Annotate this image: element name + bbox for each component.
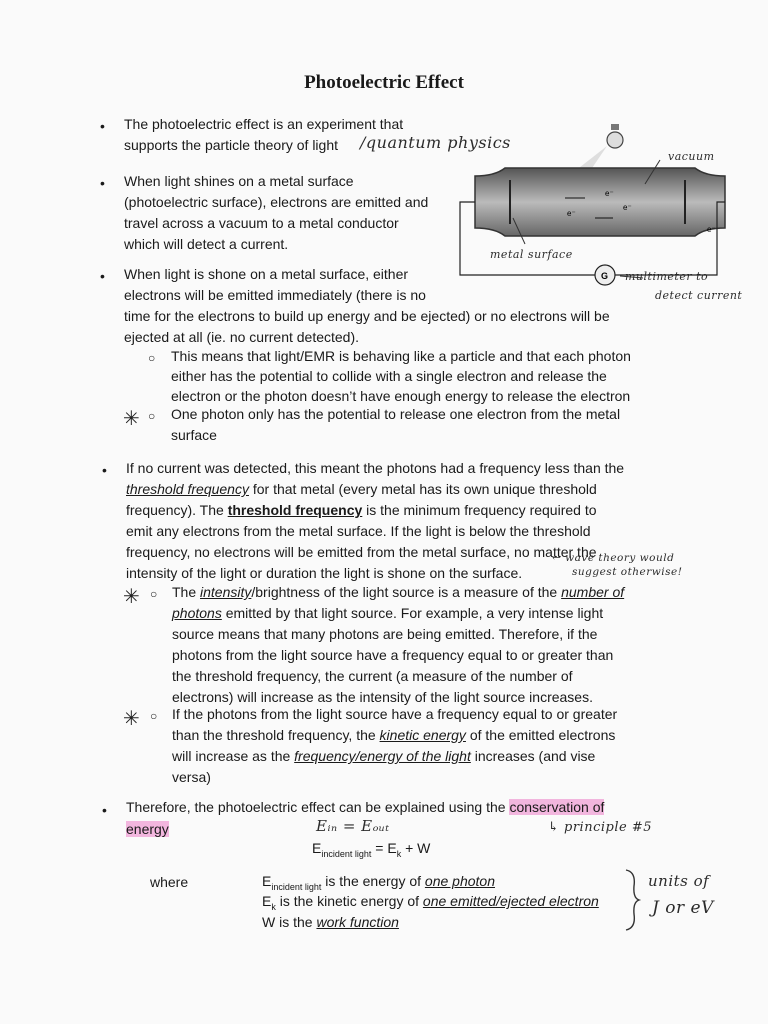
bullet4-sub2-line4: versa) — [172, 769, 211, 785]
bullet5-line2 — [126, 819, 169, 840]
sub-bullet-icon: ○ — [148, 409, 156, 423]
handwritten-label-metal-surface: metal surface — [490, 248, 573, 261]
bullet3-sub1-line1: This means that light/EMR is behaving like a particle and that each photon — [171, 348, 631, 364]
term-threshold-frequency: threshold frequency — [126, 481, 249, 497]
handwritten-note-quantum: /quantum physics — [360, 133, 511, 152]
bullet-icon: • — [100, 118, 105, 134]
electron-label: e⁻ — [567, 209, 576, 218]
bullet2-line2: (photoelectric surface), electrons are emitted and — [124, 194, 429, 210]
photoelectric-apparatus-diagram — [455, 118, 755, 308]
handwritten-star-icon: ✳ — [123, 706, 140, 730]
handwritten-star-icon: ✳ — [123, 584, 140, 608]
handwritten-star-icon: ✳ — [123, 406, 140, 430]
bullet4-line6: intensity of the light or duration the light is shone on the surface. — [126, 565, 523, 581]
handwritten-label-detect-current: detect current — [655, 289, 743, 302]
sub-bullet-icon: ○ — [148, 351, 156, 365]
vacuum-tube — [475, 168, 725, 236]
bullet4-line2: threshold frequency for that metal (every metal has its own unique threshold — [126, 481, 597, 497]
handwritten-units-line1: units of — [648, 872, 710, 890]
bullet3-line4: ejected at all (ie. no current detected). — [124, 329, 360, 345]
energy-equation: $E_{incident light} = E_k + W$ — [312, 840, 431, 859]
bullet3-sub2-line2: surface — [171, 427, 217, 443]
handwritten-equation: Eᵢₙ = Eₒᵤₜ — [316, 817, 390, 835]
bullet-icon: • — [100, 268, 105, 284]
electron-label: e⁻ — [623, 203, 632, 212]
highlight-energy: energy — [126, 821, 169, 837]
definition-work-function: W is the work function — [262, 914, 399, 930]
bullet4-line3: frequency). The threshold frequency is the minimum frequency required to — [126, 502, 597, 518]
bullet-icon: • — [102, 802, 107, 818]
bullet4-sub1-line3: source means that many photons are being emitted. Therefore, if the — [172, 626, 598, 642]
handwritten-units-line2: J or eV — [652, 898, 714, 918]
bullet4-line1: If no current was detected, this meant the photons had a frequency less than the — [126, 460, 625, 476]
bullet4-line4: emit any electrons from the metal surface. If the light is below the threshold — [126, 523, 591, 539]
bullet3-sub1-line2: either has the potential to collide with a single electron and release the — [171, 368, 607, 384]
bullet3-sub1-line3: electron or the photon doesn’t have enough energy to release the electron — [171, 388, 631, 404]
bullet2-line3: travel across a vacuum to a metal conductor — [124, 215, 399, 231]
bullet2-line4: which will detect a current. — [124, 236, 289, 252]
electron-label: e⁻ — [707, 225, 716, 234]
handwritten-note-wave-theory: ← wave theory would — [552, 552, 675, 564]
light-bulb-icon — [607, 124, 623, 148]
definition-incident-energy: $E_{incident light}$ is the energy of one photon — [262, 873, 495, 892]
bullet-icon: • — [100, 175, 105, 191]
bullet3-line2: electrons will be emitted immediately (there is no — [124, 287, 426, 303]
galvanometer-label: G — [601, 271, 609, 281]
bullet4-sub1-line1: The intensity/brightness of the light source is a measure of the number of — [172, 584, 625, 600]
sub-bullet-icon: ○ — [150, 587, 158, 601]
page-title: Photoelectric Effect — [304, 72, 464, 93]
bullet4-sub2-line3: will increase as the frequency/energy of the light increases (and vise — [172, 748, 596, 764]
handwritten-note-suggest: suggest otherwise! — [572, 566, 683, 578]
where-label: where — [150, 874, 189, 890]
handwritten-label-vacuum: vacuum — [668, 150, 715, 163]
handwritten-principle-note: ↳ principle #5 — [548, 820, 652, 835]
bullet3-line1: When light is shone on a metal surface, either — [124, 266, 409, 282]
bullet3-sub2-line1: One photon only has the potential to release one electron from the metal — [171, 406, 621, 422]
definition-kinetic-energy: $E_k$ is the kinetic energy of one emitted/ejected electron — [262, 893, 599, 912]
highlight-conservation: conservation of — [509, 799, 605, 815]
electron-label: e⁻ — [605, 189, 614, 198]
term-threshold-frequency-bold: threshold frequency — [227, 502, 363, 518]
bullet2-line1: When light shines on a metal surface — [124, 173, 354, 189]
bullet4-sub1-line6: electrons) will increase as the intensity of the light source increases. — [172, 689, 593, 705]
bullet4-sub1-line5: the threshold frequency, the current (a measure of the number of — [172, 668, 573, 684]
bullet1-line1: The photoelectric effect is an experiment that — [124, 116, 404, 132]
bullet5-line1: Therefore, the photoelectric effect can be explained using the conservation of — [126, 799, 605, 815]
bullet4-sub1-line4: photons from the light source have a frequency equal to or greater than — [172, 647, 614, 663]
handwritten-brace-icon — [622, 868, 642, 932]
bullet4-sub2-line2: than the threshold frequency, the kinetic energy of the emitted electrons — [172, 727, 616, 743]
bullet-icon: • — [102, 462, 107, 478]
bullet4-sub2-line1: If the photons from the light source have a frequency equal to or greater — [172, 706, 618, 722]
bullet4-line5: frequency, no electrons will be emitted from the metal surface, no matter the — [126, 544, 597, 560]
bullet4-sub1-line2: photons emitted by that light source. For example, a very intense light — [172, 605, 604, 621]
sub-bullet-icon: ○ — [150, 709, 158, 723]
handwritten-label-multimeter: multimeter to — [625, 270, 709, 283]
bullet3-line3: time for the electrons to build up energy and be ejected) or no electrons will be — [124, 308, 610, 324]
bullet1-line2: supports the particle theory of light — [124, 137, 339, 153]
